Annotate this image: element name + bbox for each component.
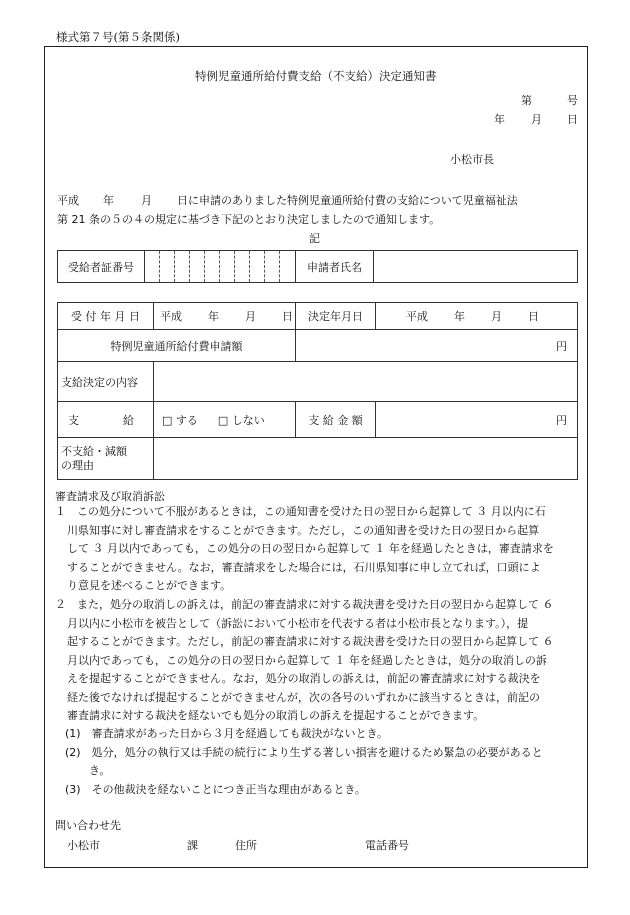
appeal-item-2-line: 経た後でなければ提起することができませんが，次の各号のいずれかに該当するときは，前記の — [67, 690, 540, 704]
contact-city: 小松市 — [67, 839, 100, 852]
apply-amount-field[interactable] — [296, 330, 578, 362]
intro-heisei: 平成 — [57, 194, 79, 207]
payment-amount-label: 支 給 金 額 — [296, 402, 376, 438]
recipient-no-digit[interactable] — [160, 251, 175, 283]
recipient-no-digit[interactable] — [220, 251, 235, 283]
ki-label: 記 — [309, 232, 320, 245]
notice-frame — [44, 46, 588, 868]
form-label: 様式第７号(第５条関係) — [56, 30, 180, 44]
date-month-label: 月 — [531, 113, 542, 126]
decision-date-field[interactable] — [376, 303, 578, 330]
recipient-no-digit[interactable] — [145, 251, 160, 283]
payment-label-kyu: 給 — [123, 413, 134, 427]
reason-label — [58, 438, 154, 480]
payment-choice — [154, 402, 296, 438]
receipt-date-year: 年 — [208, 310, 219, 323]
decision-date-heisei: 平成 — [406, 310, 428, 323]
intro-nen: 年 — [103, 194, 114, 207]
appeal-item-1 — [55, 503, 554, 596]
receipt-date-field[interactable] — [154, 303, 296, 330]
decision-date-year: 年 — [454, 310, 465, 323]
applicant-name-field[interactable] — [374, 251, 578, 283]
appeal-item-2-line: 起することができます。ただし，前記の審査請求に対する裁決書を受けた日の翌日から起算して ６ — [67, 635, 554, 648]
recipient-no-digit[interactable] — [265, 251, 280, 283]
recipient-no-digit[interactable] — [250, 251, 265, 283]
appeal-item-1-line: り意見を述べることができます。 — [67, 579, 232, 592]
appeal-subitem: き。 — [89, 764, 111, 777]
recipient-no-label: 受給者証番号 — [58, 251, 145, 283]
appeal-item-1-line: 川県知事に対し審査請求をすることができます。ただし，この通知書を受けた日の翌日から起算 — [67, 523, 540, 537]
appeal-subitem: (3) その他裁決を経ないことにつき正当な理由があるとき。 — [65, 782, 366, 796]
recipient-no-digit[interactable] — [175, 251, 190, 283]
appeal-item-1-line: して ３ 月以内であっても，この処分の日の翌日から起算して １ 年を経過したときは，審査請求を — [67, 542, 554, 555]
contact-phone-label: 電話番号 — [365, 839, 409, 852]
appeal-item-1-line: １ この処分について不服があるときは，この通知書を受けた日の翌日から起算して ３ 月以内に石 — [55, 505, 546, 518]
decision-date-month: 月 — [491, 310, 502, 323]
recipient-table — [57, 250, 578, 283]
appeal-subitems — [65, 725, 543, 799]
reason-field[interactable] — [154, 438, 578, 480]
contact-heading: 問い合わせ先 — [55, 819, 121, 832]
apply-amount-yen: 円 — [556, 339, 567, 353]
intro-tsuki: 月 — [141, 194, 152, 207]
applicant-name-label: 申請者氏名 — [296, 251, 374, 283]
decision-content-label: 支給決定の内容 — [58, 362, 154, 402]
reason-label-line1: 不支給・減額 — [61, 444, 127, 458]
payment-no-checkbox[interactable]: □ — [217, 413, 229, 427]
recipient-no-digit[interactable] — [280, 251, 296, 283]
date-day-label: 日 — [567, 113, 578, 126]
recipient-no-digit[interactable] — [190, 251, 205, 283]
appeal-item-2-line: 月以内に小松市を被告として（訴訟において小松市を代表する者は小松市長となります。），提 — [67, 616, 529, 630]
appeal-item-2 — [55, 596, 554, 726]
payment-label-shi: 支 — [68, 413, 79, 427]
appeal-item-2-line: 月以内であっても，この処分の日の翌日から起算して １ 年を経過したときは，処分の取消しの訴 — [67, 653, 547, 667]
appeal-item-2-line: ２ また，処分の取消しの訴えは，前記の審査請求に対する裁決書を受けた日の翌日から起算して ６ — [55, 598, 554, 611]
payment-no-label: しない — [231, 413, 265, 427]
appeal-item-2-line: えを提起することができません。なお，処分の取消しの訴えは，前記の審査請求に対する裁決を — [67, 672, 541, 685]
receipt-date-day: 日 — [282, 310, 293, 323]
date-year-label: 年 — [494, 113, 505, 126]
contact-address-label: 住所 — [235, 839, 257, 852]
contact-ka: 課 — [187, 839, 198, 852]
appeal-heading: 審査請求及び取消訴訟 — [55, 490, 165, 503]
receipt-date-month: 月 — [245, 310, 256, 323]
number-dai: 第 — [521, 94, 532, 107]
intro-text-2: 第 21 条の５の４の規定に基づき下記のとおり決定しましたので通知します。 — [57, 213, 441, 226]
issuer: 小松市長 — [450, 153, 494, 166]
decision-table — [57, 302, 578, 480]
appeal-subitem: (1) 審査請求があった日から３月を経過しても裁決がないとき。 — [65, 727, 389, 740]
recipient-no-digit[interactable] — [235, 251, 250, 283]
payment-label — [58, 402, 154, 438]
decision-date-label: 決定年月日 — [296, 303, 376, 330]
payment-yes-checkbox[interactable]: □ — [162, 413, 173, 427]
payment-amount-yen: 円 — [556, 413, 567, 427]
number-go: 号 — [567, 94, 578, 107]
payment-yes-label: する — [175, 413, 198, 427]
receipt-date-heisei: 平成 — [160, 310, 182, 323]
decision-date-day: 日 — [528, 310, 539, 323]
recipient-no-digit[interactable] — [205, 251, 220, 283]
appeal-item-1-line: することができません。なお，審査請求をした場合には，石川県知事に申し立てれば，口頭によ — [67, 560, 541, 574]
decision-content-field[interactable] — [154, 362, 578, 402]
document-title: 特例児童通所給付費支給（不支給）決定通知書 — [195, 69, 437, 83]
receipt-date-label: 受 付 年 月 日 — [58, 303, 154, 330]
payment-amount-field[interactable] — [376, 402, 578, 438]
appeal-subitem: (2) 処分，処分の執行又は手続の続行により生ずる著しい損害を避けるため緊急の必要があると — [65, 745, 543, 759]
intro-text-1: 日に申請のありました特例児童通所給付費の支給について児童福祉法 — [177, 194, 518, 207]
reason-label-line2: の理由 — [61, 458, 94, 472]
apply-amount-label: 特例児童通所給付費申請額 — [58, 330, 296, 362]
appeal-item-2-line: 審査請求に対する裁決を経ないでも処分の取消しの訴えを提起することができます。 — [67, 709, 485, 722]
